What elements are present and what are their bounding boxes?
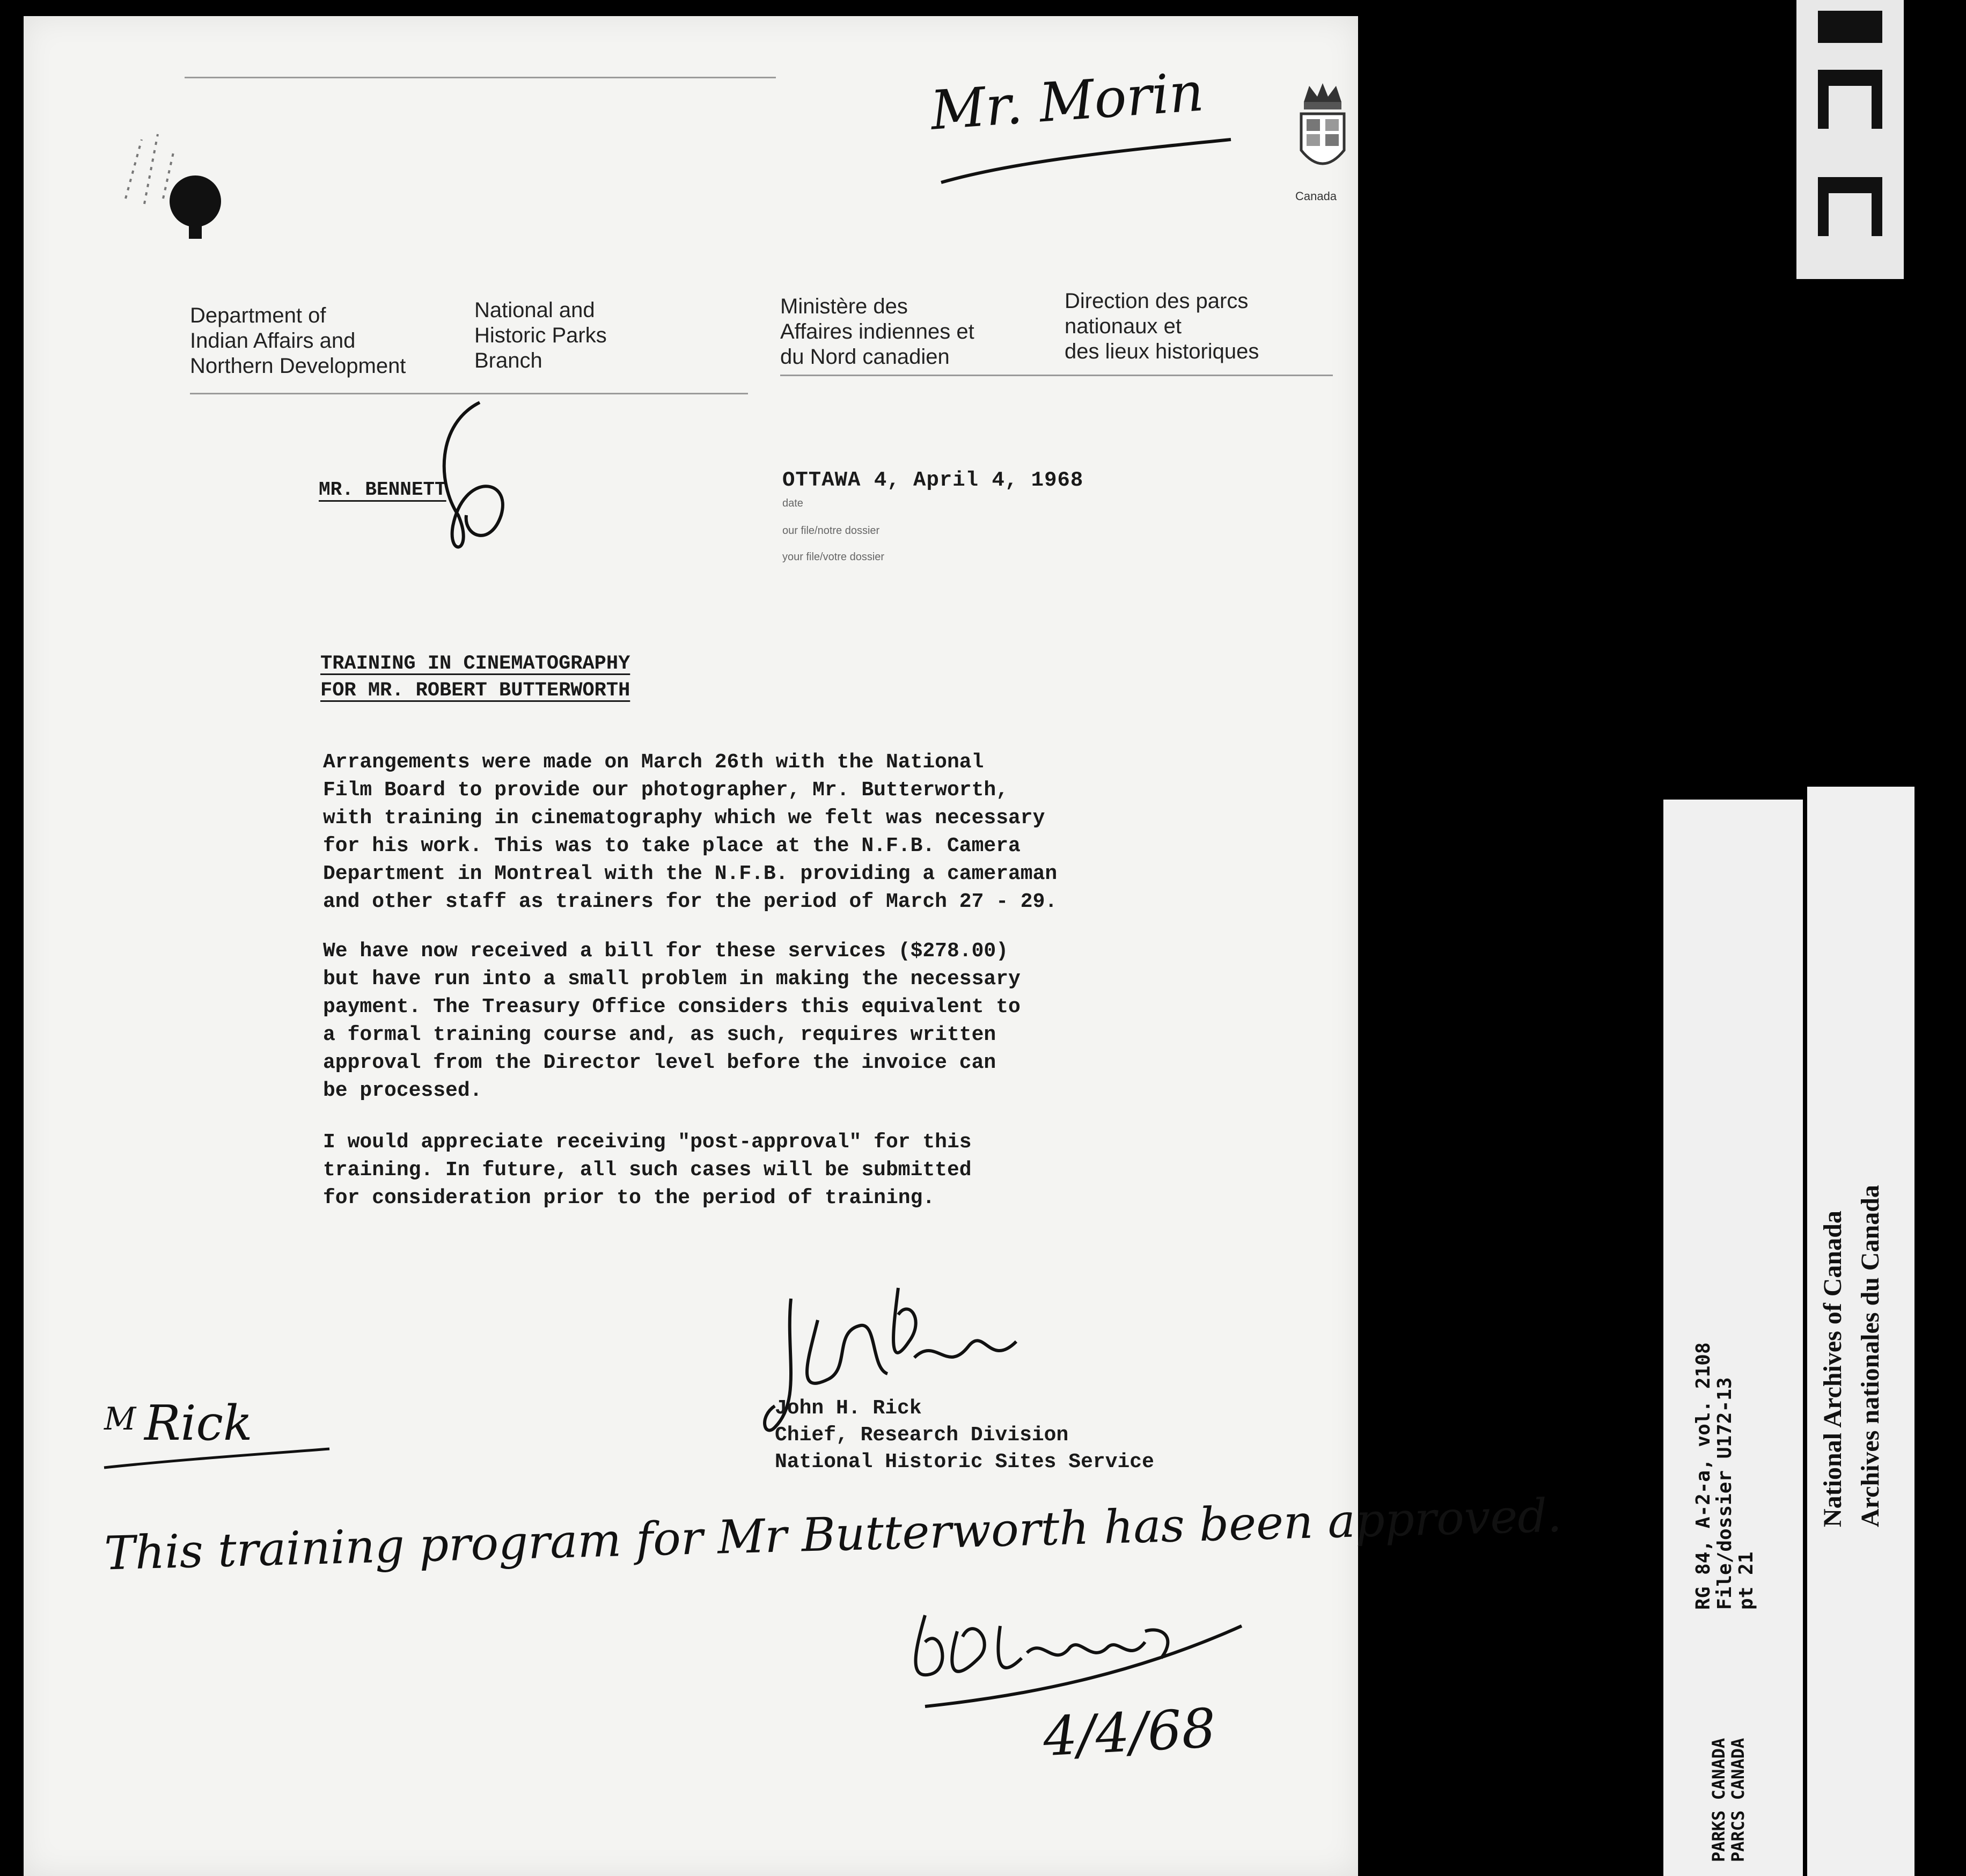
body-paragraph-1: Arrangements were made on March 26th with the National Film Board to provide our photographer, Mr. Butterworth, with training in cinematography which we felt was necessary for his work. This was to take place at the N.F.B. Camera Department in Montreal with the N.F.B. providing a cameraman and other staff as trainers for the period of March 27 - 29. xyxy=(323,751,1058,913)
letterhead-branch-en: National and Historic Parks Branch xyxy=(474,298,607,372)
label-your-file: your file/votre dossier xyxy=(782,551,885,563)
parks-canada-label: PARKS CANADA PARCS CANADA xyxy=(1708,1738,1748,1862)
top-rule xyxy=(185,77,776,78)
handwritten-date: 4/4/68 xyxy=(1041,1696,1217,1769)
archive-reference: RG 84, A-2-a, vol. 2108 File/dossier U172-13 pt 21 xyxy=(1692,1342,1757,1610)
letterhead-branch-fr: Direction des parcs nationaux et des lieux historiques xyxy=(1065,289,1259,363)
archives-fr: Archives nationales du Canada xyxy=(1856,1185,1884,1527)
archives-en: National Archives of Canada xyxy=(1818,1211,1847,1527)
letterhead-dept-en: Department of Indian Affairs and Northern Development xyxy=(190,304,406,378)
document-page xyxy=(24,16,1562,1876)
microfilm-marker xyxy=(1796,0,1904,279)
body-paragraph-2: We have now received a bill for these services ($278.00) but have run into a small problem in making the necessary payment. The Treasury Office considers this equivalent to a formal training course and, as such, requires written approval from the Director level before the invoice can be processed. xyxy=(323,940,1021,1102)
dateline: OTTAWA 4, April 4, 1968 xyxy=(782,468,1084,492)
initial-mark xyxy=(415,392,523,569)
subject-heading xyxy=(320,650,803,704)
crest-wordmark: Canada xyxy=(1295,189,1337,203)
subject-line-2: FOR MR. ROBERT BUTTERWORTH xyxy=(320,679,630,702)
archive-reference-label xyxy=(1663,800,1803,1876)
national-archives-label xyxy=(1807,787,1914,1876)
subject-line-1: TRAINING IN CINEMATOGRAPHY xyxy=(320,653,630,675)
addressee: MR. BENNETT xyxy=(319,479,446,501)
handwritten-top-note: Mr. Morin xyxy=(928,60,1206,142)
letterhead-rule-right xyxy=(780,375,1333,376)
handwritten-to-prefix: M xyxy=(104,1401,136,1437)
letterhead-dept-fr: Ministère des Affaires indiennes et du Nord canadien xyxy=(780,295,974,369)
margin-marks xyxy=(104,118,201,220)
handwritten-underline xyxy=(936,129,1236,193)
label-our-file: our file/notre dossier xyxy=(782,525,880,537)
handwritten-to-underline xyxy=(99,1443,335,1476)
handwritten-to: Rick xyxy=(144,1395,253,1452)
marker-glyphs xyxy=(1796,0,1904,279)
label-date: date xyxy=(782,497,803,509)
signature-block: John H. Rick Chief, Research Division National Historic Sites Service xyxy=(775,1397,1154,1474)
handwritten-approval: This training program for Mr Butterworth has been approved. xyxy=(104,1489,1562,1581)
canada-crest-icon xyxy=(1293,80,1352,188)
body-paragraph-3: I would appreciate receiving "post-approval" for this training. In future, all such cases will be submitted for consideration prior to the period of training. xyxy=(323,1131,972,1210)
